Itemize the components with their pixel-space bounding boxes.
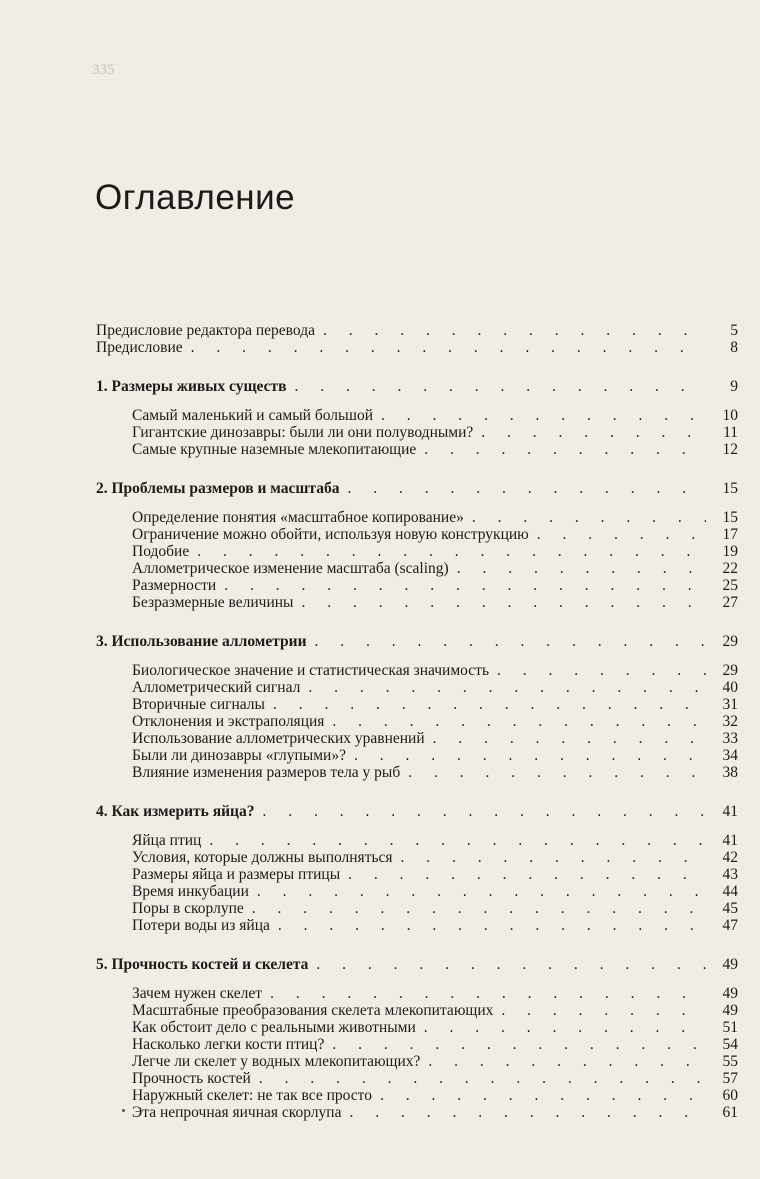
toc-section-entry — [96, 1070, 738, 1087]
toc-page-number: 49 — [722, 1002, 738, 1019]
toc-entry-title: Легче ли скелет у водных млекопитающих? — [132, 1053, 421, 1070]
toc-section-entry — [96, 441, 738, 458]
toc-entry-title: Как обстоит дело с реальными животными — [132, 1019, 416, 1036]
toc-section-entry — [96, 679, 738, 696]
toc-chapter-entry — [96, 633, 738, 650]
dot-leader — [401, 849, 706, 866]
toc-section-entry — [96, 594, 738, 611]
toc-entry-title: Самый маленький и самый большой — [132, 407, 374, 424]
dot-leader — [252, 900, 706, 917]
dot-leader — [315, 633, 707, 650]
toc-section-entry — [96, 1087, 738, 1104]
toc-entry-title: Вторичные сигналы — [132, 696, 265, 713]
page-title: Оглавление — [95, 178, 296, 217]
toc-page-number: 49 — [722, 985, 738, 1002]
toc-entry-title: Были ли динозавры «глупыми»? — [132, 747, 346, 764]
toc-section-entry — [96, 1053, 738, 1070]
toc-entry-title: Размеры яйца и размеры птицы — [132, 866, 341, 883]
toc-page-number: 55 — [722, 1053, 738, 1070]
toc-page-number: 10 — [722, 407, 738, 424]
dot-leader — [209, 832, 706, 849]
dot-leader — [224, 577, 706, 594]
dot-leader — [433, 730, 706, 747]
dot-leader — [273, 696, 706, 713]
toc-section-entry — [96, 713, 738, 730]
dot-leader — [270, 985, 706, 1002]
toc-entry-title: Ограничение можно обойти, используя новую конструкцию — [132, 526, 529, 543]
toc-section-entry — [96, 1036, 738, 1053]
dot-leader — [332, 1036, 706, 1053]
toc-section-entry — [96, 849, 738, 866]
toc-section-entry — [96, 866, 738, 883]
dot-leader — [424, 1019, 706, 1036]
dot-leader — [197, 543, 706, 560]
toc-entry-title: Аллометрическое изменение масштаба (scaling) — [132, 560, 449, 577]
toc-page-number: 29 — [722, 633, 738, 650]
dot-leader — [380, 1087, 706, 1104]
toc-entry-title: Насколько легки кости птиц? — [132, 1036, 325, 1053]
toc-page-number: 27 — [722, 594, 738, 611]
toc-section-entry — [96, 560, 738, 577]
toc-page-number: 25 — [722, 577, 738, 594]
toc-page-number: 45 — [722, 900, 738, 917]
toc-entry-title: Яйца птиц — [132, 832, 202, 849]
toc-section-entry — [96, 509, 738, 526]
toc-section-entry — [96, 1002, 738, 1019]
toc-page-number: 12 — [722, 441, 738, 458]
dot-leader — [381, 407, 706, 424]
toc-entry-title: 2. Проблемы размеров и масштаба — [96, 480, 340, 497]
toc-page-number: 11 — [723, 424, 738, 441]
toc-chapter-entry — [96, 803, 738, 820]
dot-leader — [262, 803, 706, 820]
toc-chapter-entry — [96, 956, 738, 973]
toc-entry-title: Предисловие — [96, 339, 183, 356]
toc-page-number: 8 — [730, 339, 738, 356]
toc-page-number: 38 — [722, 764, 738, 781]
dot-leader — [323, 322, 706, 339]
toc-page-number: 17 — [722, 526, 738, 543]
dot-leader — [354, 747, 706, 764]
toc-page-number: 15 — [722, 480, 738, 497]
toc-entry-title: Эта непрочная яичная скорлупа — [132, 1104, 342, 1121]
toc-entry-title: Условия, которые должны выполняться — [132, 849, 393, 866]
toc-entry-title: Отклонения и экстраполяция — [132, 713, 325, 730]
dot-leader — [257, 883, 706, 900]
toc-page-number: 42 — [722, 849, 738, 866]
dot-leader — [424, 441, 706, 458]
toc-entry-title: Безразмерные величины — [132, 594, 294, 611]
toc-front-entry — [96, 322, 738, 339]
dot-leader — [332, 713, 706, 730]
toc-entry-title: Определение понятия «масштабное копирование» — [132, 509, 464, 526]
toc-page-number: 54 — [722, 1036, 738, 1053]
toc-page-number: 32 — [722, 713, 738, 730]
dot-leader — [259, 1070, 706, 1087]
dot-leader — [428, 1053, 706, 1070]
toc-page-number: 15 — [722, 509, 738, 526]
toc-section-entry — [96, 424, 738, 441]
toc-section-entry — [96, 900, 738, 917]
dot-leader — [481, 424, 706, 441]
toc-entry-title: Влияние изменения размеров тела у рыб — [132, 764, 401, 781]
toc-entry-title: Предисловие редактора перевода — [96, 322, 315, 339]
toc-page-number: 29 — [722, 662, 738, 679]
dot-leader — [497, 662, 706, 679]
toc-section-entry — [96, 526, 738, 543]
dot-leader — [501, 1002, 706, 1019]
toc-page-number: 41 — [722, 803, 738, 820]
toc-page-number: 47 — [722, 917, 738, 934]
toc-page-number: 34 — [722, 747, 738, 764]
toc-page-number: 33 — [722, 730, 738, 747]
dot-leader — [348, 866, 706, 883]
dot-leader — [347, 480, 706, 497]
toc-entry-title: Самые крупные наземные млекопитающие — [132, 441, 417, 458]
toc-entry-title: Использование аллометрических уравнений — [132, 730, 425, 747]
toc-entry-title: 3. Использование аллометрии — [96, 633, 307, 650]
toc-entry-title: 5. Прочность костей и скелета — [96, 956, 309, 973]
toc-entry-title: Масштабные преобразования скелета млекопитающих — [132, 1002, 494, 1019]
toc-page-number: 5 — [730, 322, 738, 339]
toc-section-entry — [96, 730, 738, 747]
toc-section-entry — [96, 696, 738, 713]
toc-entry-title: Прочность костей — [132, 1070, 251, 1087]
dot-leader — [191, 339, 706, 356]
toc-entry-title: Зачем нужен скелет — [132, 985, 263, 1002]
dot-leader — [294, 378, 706, 395]
toc-section-entry — [96, 543, 738, 560]
dot-leader — [308, 679, 706, 696]
toc-page-number: 40 — [722, 679, 738, 696]
toc-chapter-entry — [96, 480, 738, 497]
toc-entry-title: Поры в скорлупе — [132, 900, 244, 917]
toc-front-entry — [96, 339, 738, 356]
dot-leader — [537, 526, 706, 543]
toc-section-entry — [96, 577, 738, 594]
toc-section-entry — [96, 747, 738, 764]
toc-page-number: 31 — [722, 696, 738, 713]
toc-section-entry — [96, 1019, 738, 1036]
toc-section-entry — [96, 407, 738, 424]
toc-page-number: 44 — [722, 883, 738, 900]
stray-dot — [122, 1109, 125, 1112]
dot-leader — [472, 509, 706, 526]
toc-section-entry — [96, 1104, 738, 1121]
faint-page-number: 335 — [92, 62, 115, 78]
toc-entry-title: Потери воды из яйца — [132, 917, 270, 934]
dot-leader — [349, 1104, 706, 1121]
dot-leader — [408, 764, 706, 781]
toc-page-number: 19 — [722, 543, 738, 560]
toc-page-number: 9 — [730, 378, 738, 395]
toc-page-number: 51 — [722, 1019, 738, 1036]
toc-entry-title: Гигантские динозавры: были ли они полуводными? — [132, 424, 474, 441]
toc-page-number: 61 — [722, 1104, 738, 1121]
toc-section-entry — [96, 917, 738, 934]
toc-entry-title: 1. Размеры живых существ — [96, 378, 287, 395]
toc-entry-title: 4. Как измерить яйца? — [96, 803, 255, 820]
toc-page-number: 57 — [722, 1070, 738, 1087]
toc-section-entry — [96, 832, 738, 849]
toc-page-number: 60 — [722, 1087, 738, 1104]
toc-entry-title: Аллометрический сигнал — [132, 679, 301, 696]
toc-page-number: 22 — [722, 560, 738, 577]
toc-section-entry — [96, 883, 738, 900]
dot-leader — [457, 560, 706, 577]
toc-page-number: 43 — [722, 866, 738, 883]
toc-entry-title: Подобие — [132, 543, 190, 560]
toc-section-entry — [96, 662, 738, 679]
toc-section-entry — [96, 985, 738, 1002]
toc-entry-title: Время инкубации — [132, 883, 249, 900]
toc-chapter-entry — [96, 378, 738, 395]
toc-entry-title: Размерности — [132, 577, 217, 594]
toc-page-number: 49 — [722, 956, 738, 973]
toc-page-number: 41 — [722, 832, 738, 849]
toc-entry-title: Наружный скелет: не так все просто — [132, 1087, 372, 1104]
toc-entry-title: Биологическое значение и статистическая значимость — [132, 662, 490, 679]
dot-leader — [301, 594, 706, 611]
dot-leader — [316, 956, 706, 973]
toc-section-entry — [96, 764, 738, 781]
dot-leader — [278, 917, 706, 934]
table-of-contents — [96, 322, 738, 1121]
